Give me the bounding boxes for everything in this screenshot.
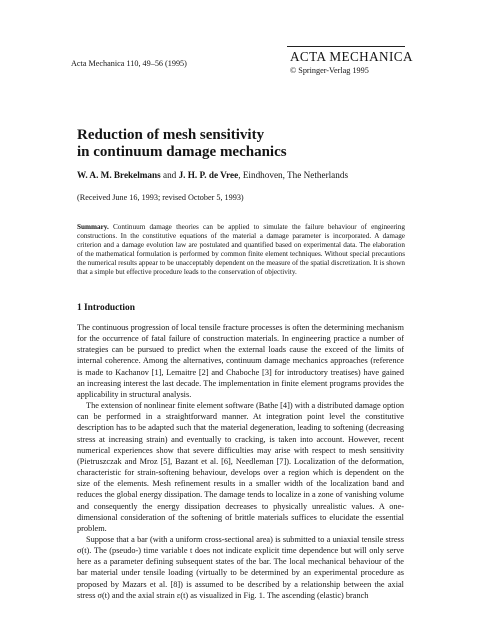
summary-text: Continuum damage theories can be applied to simulate the failure behaviour of engineering constructions. In the constitutive equations of the material a damage parameter is incorporated. A damage criterion and a damage evolution law are postulated and quantified based on experimental data. The elaboration of the mathematical formulation is performed by common finite element techniques. Without special precautions the numerical results appear to be unacceptably dependent on the measure of the spatial discretization. It is shown that a simple but effective procedure leads to the conservation of objectivity. bbox=[77, 223, 405, 277]
author-conjunction: and bbox=[160, 170, 179, 180]
author-1: W. A. M. Brekelmans bbox=[77, 170, 161, 180]
paragraph: Suppose that a bar (with a uniform cross-sectional area) is submitted to a uniaxial tensile stress σ(t). The (pseudo-) time variable t does not indicate explicit time dependence but will only serve here as a parameter defining subsequent states of the bar. The local mechanical behaviour of the bar material under tensile loading (virtually to be determined by an experimental procedure as proposed by Mazars et al. [8]) is assumed to be described by a relationship between the axial stress σ(t) and the axial strain ε(t) as visualized in Fig. 1. The ascending (elastic) branch bbox=[77, 534, 404, 600]
title-line-1: Reduction of mesh sensitivity bbox=[77, 127, 265, 143]
summary-lead: Summary. bbox=[77, 223, 109, 231]
received-dates: (Received June 16, 1993; revised October 5, 1993) bbox=[77, 193, 244, 202]
section-heading: 1 Introduction bbox=[77, 303, 135, 313]
copyright-notice: © Springer-Verlag 1995 bbox=[290, 66, 369, 75]
title-line-2: in continuum damage mechanics bbox=[77, 143, 287, 160]
journal-reference: Acta Mechanica 110, 49–56 (1995) bbox=[71, 59, 187, 68]
summary-block bbox=[77, 223, 405, 278]
paper-title bbox=[77, 127, 417, 160]
section-body bbox=[77, 322, 404, 601]
header-rule bbox=[287, 46, 405, 47]
author-2: J. H. P. de Vree bbox=[178, 170, 239, 180]
journal-name: ACTA MECHANICA bbox=[290, 49, 413, 64]
author-line bbox=[77, 170, 348, 180]
paragraph: The extension of nonlinear finite element software (Bathe [4]) with a distributed damage option can be performed in a straightforward manner. At integration point level the constitutive description has to be adapted such that the material degeneration, leading to softening (decreasing stress at increasing strain) and eventually to cracking, is taken into account. However, recent numerical experiences show that severe difficulties may arise with respect to mesh sensitivity (Pietruszczak and Mroz [5], Bazant et al. [6], Needleman [7]). Localization of the deformation, characteristic for strain-softening behaviour, develops over a region which is dependent on the size of the elements. Mesh refinement results in a smaller width of the localization band and reduces the global energy dissipation. The damage tends to localize in a zone of vanishing volume and consequently the energy dissipation decreases to physically unrealistic values. A one-dimensional consideration of the softening of brittle materials suffices to elucidate the essential problem. bbox=[77, 401, 404, 533]
paragraph: The continuous progression of local tensile fracture processes is often the determining mechanism for the occurrence of fatal failure of construction materials. In engineering practice a number of strategies can be pursued to predict when the external loads cause the exceed of the limits of internal coherence. Among the alternatives, continuum damage mechanics approaches (reference is made to Kachanov [1], Lemaitre [2] and Chaboche [3] for introductory treatises) have gained an increasing interest the last decade. The implementation in finite element programs provides the applicability in structural analysis. bbox=[77, 323, 404, 399]
author-affiliation: , Eindhoven, The Netherlands bbox=[238, 170, 349, 180]
